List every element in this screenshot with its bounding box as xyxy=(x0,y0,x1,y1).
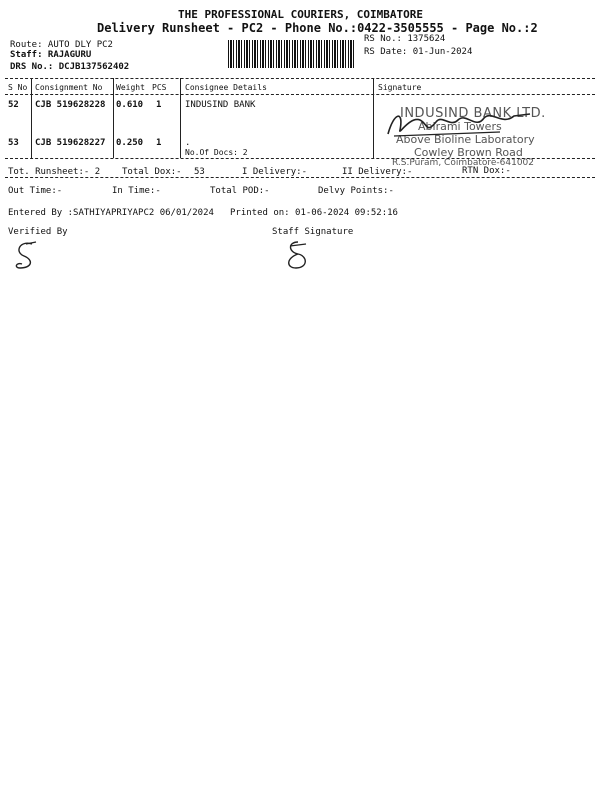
header-weight: Weight xyxy=(116,83,145,92)
row-consignee: INDUSIND BANK xyxy=(185,100,256,110)
col-divider xyxy=(373,78,374,158)
total-dox: Total Dox:- xyxy=(122,167,182,177)
barcode xyxy=(228,40,356,68)
ii-delivery: II Delivery:- xyxy=(342,167,413,177)
total-dox-value: 53 xyxy=(194,167,205,177)
drs-number: DRS No.: DCJB137562402 xyxy=(10,62,130,72)
rs-number: RS No.: 1375624 xyxy=(364,34,446,44)
row-weight: 0.250 xyxy=(116,138,144,148)
route-label: Route: AUTO DLY PC2 xyxy=(10,40,113,50)
stamp-line: Above Bioline Laboratory xyxy=(396,133,535,146)
totals-top-rule xyxy=(5,158,595,159)
in-time: In Time:- xyxy=(112,186,161,196)
stamp-line: INDUSIND BANK LTD. xyxy=(400,106,546,121)
header-sno: S No xyxy=(8,83,28,92)
stamp-line: Abirami Towers xyxy=(418,120,502,133)
total-pod: Total POD:- xyxy=(210,186,270,196)
row-pcs: 1 xyxy=(156,100,162,110)
i-delivery: I Delivery:- xyxy=(242,167,308,177)
row-consignee: . xyxy=(185,138,191,148)
row-consignment: CJB 519628228 xyxy=(35,100,106,110)
verifier-signature xyxy=(10,238,46,272)
col-divider xyxy=(180,78,181,158)
printed-on: Printed on: 01-06-2024 09:52:16 xyxy=(230,208,398,218)
row-weight: 0.610 xyxy=(116,100,144,110)
tot-runsheet: Tot. Runsheet:- 2 xyxy=(8,167,101,177)
header-consignment: Consignment No xyxy=(35,83,103,92)
handwritten-signature xyxy=(380,106,560,140)
entered-by: Entered By :SATHIYAPRIYAPC2 06/01/2024 xyxy=(8,208,214,218)
col-divider xyxy=(113,78,114,158)
row-consignment: CJB 519628227 xyxy=(35,138,106,148)
rtn-dox: RTN Dox:- xyxy=(462,166,511,176)
staff-signature-label: Staff Signature xyxy=(272,227,354,237)
staff-label: Staff: RAJAGURU xyxy=(10,50,92,60)
stamp-line: R.S.Puram, Coimbatore-641002 xyxy=(392,158,535,168)
delvy-points: Delvy Points:- xyxy=(318,186,394,196)
col-divider xyxy=(31,78,32,158)
header-consignee: Consignee Details xyxy=(185,83,267,92)
rs-date: RS Date: 01-Jun-2024 xyxy=(364,47,473,57)
table-top-rule xyxy=(5,78,595,79)
table-header-rule xyxy=(5,94,595,95)
verified-by-label: Verified By xyxy=(8,227,68,237)
out-time: Out Time:- xyxy=(8,186,63,196)
header-signature: Signature xyxy=(378,83,422,92)
staff-signature xyxy=(280,238,316,272)
row-sno: 52 xyxy=(8,100,19,110)
bank-stamp xyxy=(380,106,570,172)
header-pcs: PCS xyxy=(152,83,167,92)
totals-bottom-rule xyxy=(5,177,595,178)
row-pcs: 1 xyxy=(156,138,162,148)
company-title: THE PROFESSIONAL COURIERS, COIMBATORE xyxy=(178,8,424,21)
runsheet-title: Delivery Runsheet - PC2 - Phone No.:0422-3505555 - Page No.:2 xyxy=(97,21,538,35)
row-sno: 53 xyxy=(8,138,19,148)
row-docs: No.Of Docs: 2 xyxy=(185,148,248,157)
stamp-line: Cowley Brown Road xyxy=(414,146,523,159)
